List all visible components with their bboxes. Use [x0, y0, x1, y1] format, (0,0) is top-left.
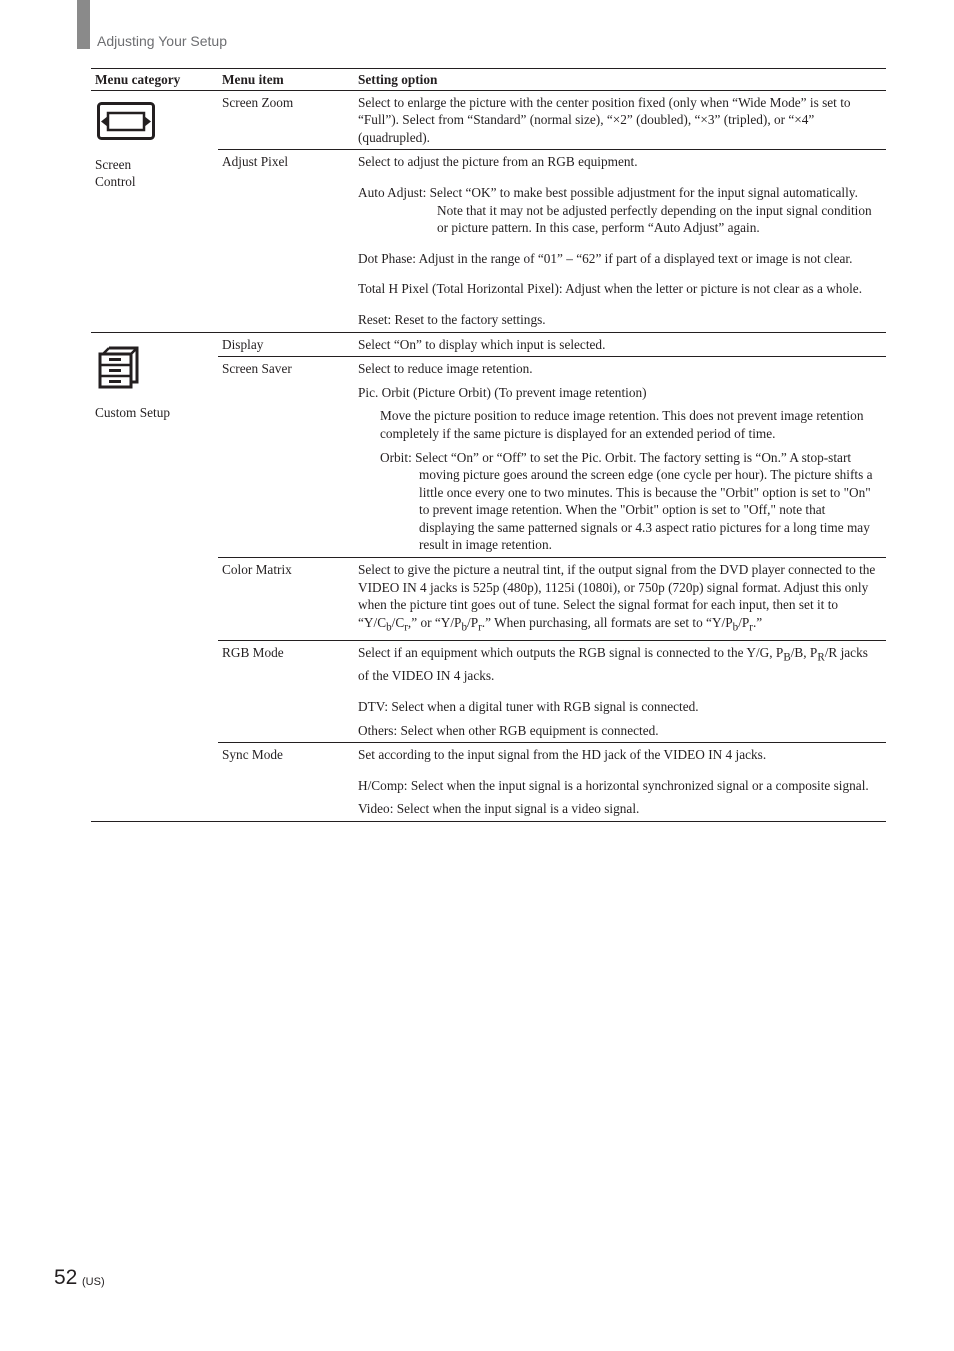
subscript: r	[404, 621, 408, 634]
subscript: b	[461, 621, 467, 634]
table-header-row	[91, 69, 886, 91]
subscript: r	[749, 621, 753, 634]
setting-display	[354, 332, 886, 357]
page-number: 52	[54, 1266, 78, 1289]
table-row	[91, 90, 886, 150]
option-h-comp: H/Comp: Select when the input signal is a horizontal synchronized signal or a composite signal.	[358, 777, 869, 793]
option-dot-phase: Dot Phase: Adjust in the range of “01” – “62” if part of a displayed text or image is not clear.	[358, 250, 853, 266]
text-segment: /B, P	[790, 645, 818, 661]
setting-screen-zoom	[354, 90, 886, 150]
text-segment: ,” or “Y/P	[407, 614, 462, 630]
table-row	[91, 332, 886, 357]
option-pic-orbit: Pic. Orbit (Picture Orbit) (To prevent image retention)	[358, 384, 647, 400]
option-dtv: DTV: Select when a digital tuner with RGB signal is connected.	[358, 698, 699, 714]
setting-text: Select to reduce image retention.	[358, 361, 533, 377]
setting-color-matrix	[354, 558, 886, 641]
option-total-h-pixel: Total H Pixel (Total Horizontal Pixel): Adjust when the letter or picture is not clear as a whole.	[358, 281, 863, 297]
setting-text: Select “On” to display which input is selected.	[358, 336, 606, 352]
option-reset: Reset: Reset to the factory settings.	[358, 311, 546, 327]
text-segment: Select if an equipment which outputs the RGB signal is connected to the Y/G, P	[358, 645, 784, 661]
option-auto-adjust: Auto Adjust: Select “OK” to make best possible adjustment for the input signal automatically. Note that it may not be adjusted perfectly depending on the input signal condition or picture pattern. In this case, perform “Auto Adjust” again.	[358, 184, 872, 236]
setting-text: Select to enlarge the picture with the center position fixed (only when “Wide Mode” is set to “Full”). Select from “Standard” (normal size), “×2” (doubled), “×3” (tripled), or “×4” (quadrupled).	[358, 94, 851, 145]
option-video: Video: Select when the input signal is a video signal.	[358, 801, 640, 817]
header-menu-category: Menu category	[91, 69, 218, 91]
custom-setup-icon	[97, 344, 141, 390]
setting-rgb-mode	[354, 641, 886, 743]
option-others: Others: Select when other RGB equipment is connected.	[358, 722, 659, 738]
text-segment: .”	[752, 614, 763, 630]
option-orbit: Orbit: Select “On” or “Off” to set the Pic. Orbit. The factory setting is “On.” A stop-start moving picture goes around the screen edge (one cycle per hour). The picture shifts a little once every one to two minutes. This is because the "Orbit" option is set to "On" to prevent image retention. When the "Orbit" option is set to "Off," note that displaying the same patterned signals or 4.3 aspect ratio pictures for a long time may result in image retention.	[380, 449, 873, 553]
subscript: B	[783, 651, 791, 664]
page-region-suffix: (US)	[82, 1276, 105, 1288]
menu-item-adjust-pixel: Adjust Pixel	[218, 150, 354, 332]
category-custom-setup	[91, 332, 218, 821]
menu-item-display: Display	[218, 332, 354, 357]
menu-item-color-matrix: Color Matrix	[218, 558, 354, 641]
setting-text: Select to adjust the picture from an RGB equipment.	[358, 154, 638, 170]
subscript: b	[386, 621, 392, 634]
text-segment: .” When purchasing, all formats are set to “Y/P	[481, 614, 733, 630]
setting-adjust-pixel	[354, 150, 886, 332]
screen-control-icon	[97, 102, 155, 142]
category-label-line2: Control	[95, 174, 136, 190]
subscript: b	[732, 621, 739, 634]
setting-text	[358, 561, 882, 637]
section-title: Adjusting Your Setup	[97, 33, 227, 49]
menu-item-sync-mode: Sync Mode	[218, 743, 354, 822]
category-label: Custom Setup	[95, 404, 170, 420]
header-menu-item: Menu item	[218, 69, 354, 91]
option-pic-orbit-desc: Move the picture position to reduce image retention. This does not prevent image retention completely if the same picture is displayed for an extended period of time.	[380, 408, 864, 441]
header-setting-option: Setting option	[354, 69, 886, 91]
text-segment: /C	[391, 614, 405, 630]
setting-text	[358, 644, 882, 685]
text-segment: Select to give the picture a neutral tint, if the output signal from the DVD player connected to the VIDEO IN 4 jacks is 525p (480p), 1125i (1080i), or 750p (720p) signal format. Adjust this only when the picture tint goes out of tune. Select the signal format for each input, then set it to “Y/C	[358, 562, 876, 630]
setting-sync-mode	[354, 743, 886, 822]
setting-screen-saver	[354, 357, 886, 558]
text-segment: /P	[467, 614, 479, 630]
subscript: R	[817, 651, 825, 664]
section-tab-bar	[77, 0, 90, 49]
category-screen-control	[91, 90, 218, 332]
subscript: r	[478, 621, 482, 634]
menu-item-screen-zoom: Screen Zoom	[218, 90, 354, 150]
menu-table	[91, 68, 886, 822]
text-segment: /R jacks of the VIDEO IN 4 jacks.	[358, 645, 868, 684]
menu-item-rgb-mode: RGB Mode	[218, 641, 354, 743]
setting-text: Set according to the input signal from the HD jack of the VIDEO IN 4 jacks.	[358, 747, 767, 763]
text-segment: /P	[738, 614, 750, 630]
menu-item-screen-saver: Screen Saver	[218, 357, 354, 558]
category-label-line1: Screen	[95, 156, 132, 172]
